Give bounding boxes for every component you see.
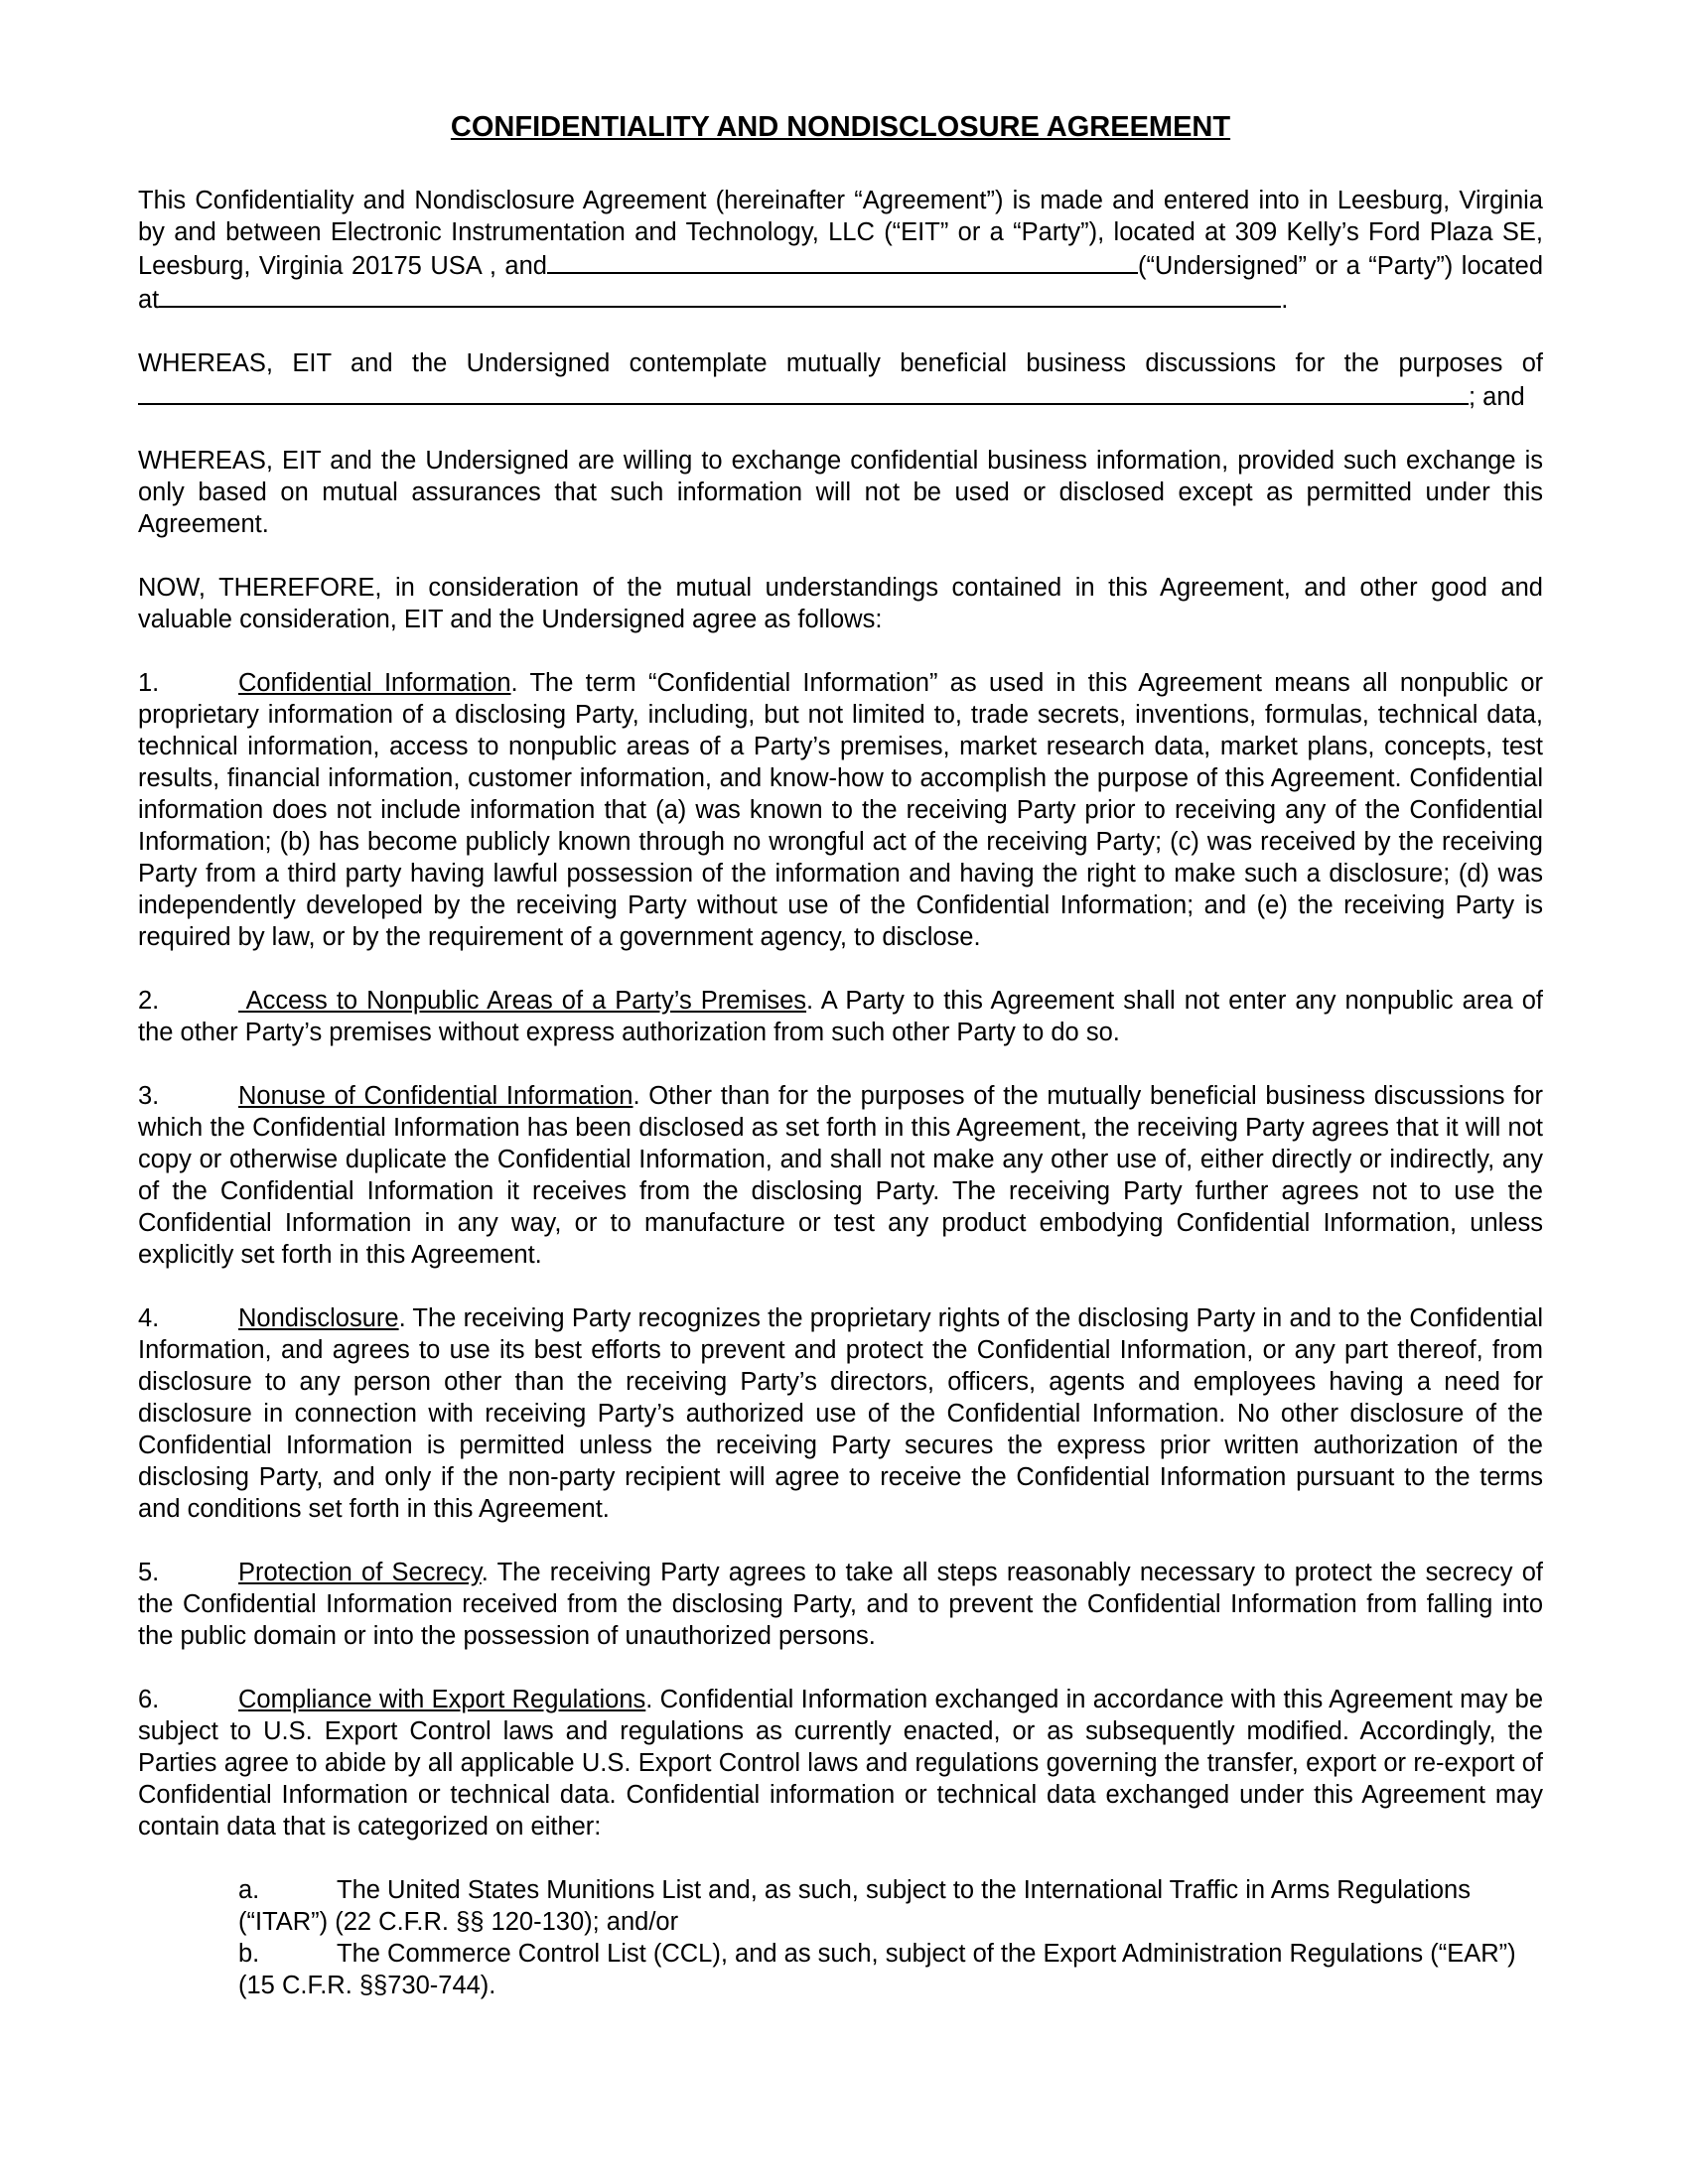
section-heading: Compliance with Export Regulations xyxy=(238,1686,646,1713)
intro-paragraph xyxy=(138,185,1543,316)
section-number: 3. xyxy=(138,1082,160,1110)
section-6 xyxy=(138,1684,1543,1843)
whereas-purpose-text: WHEREAS, EIT and the Undersigned contemplate mutually beneficial business discussions for the purposes of xyxy=(138,349,1543,377)
section-heading: Access to Nonpublic Areas of a Party’s Premises xyxy=(238,987,807,1015)
section-text: . The receiving Party agrees to take all steps reasonably necessary to protect the secrecy of the Confidential Information received from the disclosing Party, and to prevent the Confidential Information from falling into the public domain or into the possession of unauthorized persons. xyxy=(138,1559,1543,1650)
undersigned-address-blank xyxy=(159,282,1281,308)
section-3 xyxy=(138,1080,1543,1271)
section-text: . A Party to this Agreement shall not enter any nonpublic area of the other Party’s premises without express authorization from such other Party to do so. xyxy=(138,987,1544,1046)
section-text: . The term “Confidential Information” as used in this Agreement means all nonpublic or proprietary information of a disclosing Party, including, but not limited to, trade secrets, inventions, formulas, technical data, technical information, access to nonpublic areas of a Party’s premises, market research data, market plans, concepts, test results, financial information, customer information, and know-how to accomplish the purpose of this Agreement. Confidential information does not include information that (a) was known to the receiving Party prior to receiving any of the Confidential Information; (b) has become publicly known through no wrongful act of the receiving Party; (c) was received by the receiving Party from a third party having lawful possession of the information and having the right to make such a disclosure; (d) was independently developed by the receiving Party without use of the Confidential Information; and (e) the receiving Party is required by law, or by the requirement of a government agency, to disclose. xyxy=(138,669,1543,951)
whereas-purpose-paragraph xyxy=(138,347,1543,413)
section-heading: Protection of Secrecy xyxy=(238,1559,482,1586)
item-text: The United States Munitions List and, as such, subject to the International Traffic in Arms Regulations (“ITAR”) (22 C.F.R. §§ 120-130); and/or xyxy=(238,1876,1471,1936)
section-text: . Confidential Information exchanged in accordance with this Agreement may be subject to U.S. Export Control laws and regulations as currently enacted, or as subsequently modified. Accordingly, the Parties agree to abide by all applicable U.S. Export Control laws and regulations governing the transfer, export or re-export of Confidential Information or technical data. Confidential information or technical data exchanged under this Agreement may contain data that is categorized on either: xyxy=(138,1686,1543,1841)
section-5 xyxy=(138,1557,1543,1652)
section-text: . Other than for the purposes of the mutually beneficial business discussions for which the Confidential Information has been disclosed as set forth in this Agreement, the receiving Party agrees that it will not copy or otherwise duplicate the Confidential Information, and shall not make any other use of, either directly or indirectly, any of the Confidential Information it receives from the disclosing Party. The receiving Party further agrees not to use the Confidential Information in any way, or to manufacture or test any product embodying Confidential Information, unless explicitly set forth in this Agreement. xyxy=(138,1082,1544,1269)
purpose-blank xyxy=(138,379,1469,405)
export-category-item-b xyxy=(238,1938,1529,2001)
agreement-page xyxy=(138,109,1543,2001)
section-number: 6. xyxy=(138,1686,160,1713)
intro-text-3: . xyxy=(1281,286,1289,314)
section-2 xyxy=(138,985,1543,1048)
whereas-purpose-end: ; and xyxy=(1469,383,1525,411)
section-number: 4. xyxy=(138,1304,160,1332)
item-label: a. xyxy=(238,1876,260,1904)
undersigned-name-blank xyxy=(547,248,1138,274)
intro-text-1: This Confidentiality and Nondisclosure Agreement (hereinafter “Agreement”) is made and entered into in Leesburg, Virginia by and between Electronic Instrumentation and Technology, LLC (“EIT” or a “Party”), located at 309 Kelly’s Ford Plaza SE, Leesburg, Virginia 20175 USA , and xyxy=(138,187,1543,280)
section-number: 5. xyxy=(138,1559,160,1586)
section-number: 1. xyxy=(138,669,160,697)
section-1 xyxy=(138,667,1543,953)
section-4 xyxy=(138,1302,1543,1525)
item-text: The Commerce Control List (CCL), and as such, subject of the Export Administration Regulations (“EAR”) (15 C.F.R. §§730-744). xyxy=(238,1940,1516,1999)
intro-text-2: (“Undersigned” or a “Party”) located at xyxy=(138,252,1543,314)
item-label: b. xyxy=(238,1940,260,1968)
section-heading: Nonuse of Confidential Information xyxy=(238,1082,633,1110)
section-number: 2. xyxy=(138,987,160,1015)
whereas-exchange-paragraph: WHEREAS, EIT and the Undersigned are willing to exchange confidential business information, provided such exchange is only based on mutual assurances that such information will not be used or disclosed except as permitted under this Agreement. xyxy=(138,447,1543,538)
export-category-item-a xyxy=(238,1874,1529,1938)
document-title: CONFIDENTIALITY AND NONDISCLOSURE AGREEMENT xyxy=(450,111,1231,143)
section-text: . The receiving Party recognizes the proprietary rights of the disclosing Party in and to the Confidential Information, and agrees to use its best efforts to prevent and protect the Confidential Information, or any part thereof, from disclosure to any person other than the receiving Party’s directors, officers, agents and employees having a need for disclosure in connection with receiving Party’s authorized use of the Confidential Information. No other disclosure of the Confidential Information is permitted unless the receiving Party secures the express prior written authorization of the disclosing Party, and only if the non-party recipient will agree to receive the Confidential Information pursuant to the terms and conditions set forth in this Agreement. xyxy=(138,1304,1543,1523)
section-heading: Nondisclosure xyxy=(238,1304,399,1332)
now-therefore-paragraph: NOW, THEREFORE, in consideration of the mutual understandings contained in this Agreement, and other good and valuable consideration, EIT and the Undersigned agree as follows: xyxy=(138,574,1543,633)
section-heading: Confidential Information xyxy=(238,669,511,697)
export-category-list xyxy=(238,1874,1529,2001)
